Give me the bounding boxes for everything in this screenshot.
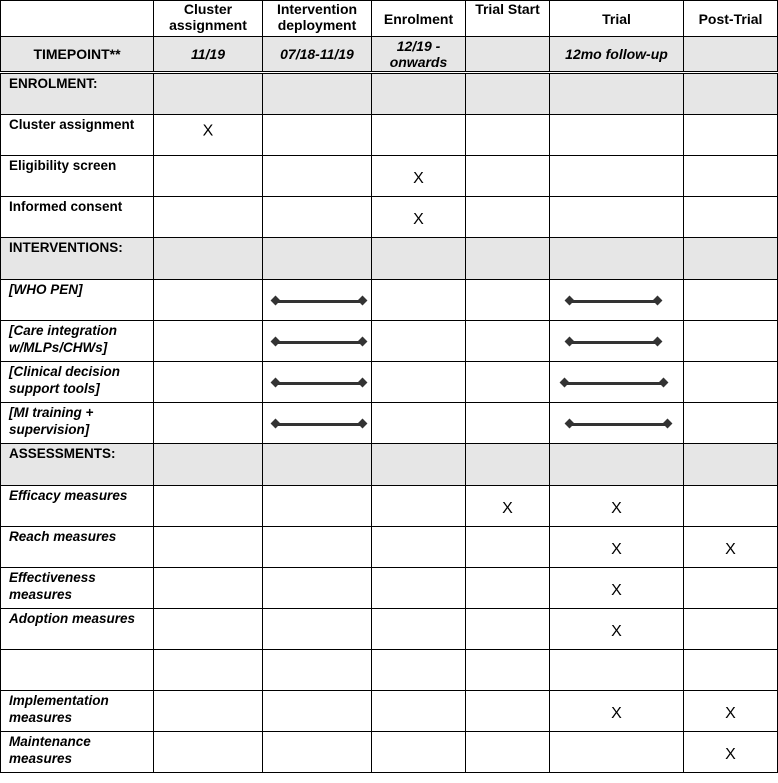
row-label-maintenance: Maintenance measures <box>1 732 154 773</box>
mark-cell: X <box>684 691 778 732</box>
timepoint-cluster: 11/19 <box>154 37 263 73</box>
row-label-care-integration: [Care integration w/MLPs/CHWs] <box>1 321 154 362</box>
timepoint-row <box>1 37 778 73</box>
section-enrolment-label: ENROLMENT: <box>1 73 154 115</box>
row-label-adoption: Adoption measures <box>1 609 154 650</box>
table-row <box>1 486 778 527</box>
mark-cell: X <box>550 486 684 527</box>
mark-cell: X <box>684 732 778 773</box>
table-row <box>1 280 778 321</box>
timepoint-intervention: 07/18-11/19 <box>263 37 372 73</box>
section-assessments-row <box>1 444 778 486</box>
table-row <box>1 362 778 403</box>
mark-cell: X <box>372 197 466 238</box>
table-row <box>1 732 778 773</box>
timeline-cell <box>263 403 372 444</box>
row-label-efficacy: Efficacy measures <box>1 486 154 527</box>
header-intervention-deployment: Intervention deployment <box>263 1 372 37</box>
table-row <box>1 568 778 609</box>
timeline-bar <box>275 382 363 385</box>
header-cluster-assignment: Cluster assignment <box>154 1 263 37</box>
row-label-informed-consent: Informed consent <box>1 197 154 238</box>
row-label-effectiveness: Effectiveness measures <box>1 568 154 609</box>
row-label-reach: Reach measures <box>1 527 154 568</box>
header-trial: Trial <box>550 1 684 37</box>
table-row <box>1 527 778 568</box>
timeline-cell <box>550 321 684 362</box>
row-label-clinical-decision: [Clinical decision support tools] <box>1 362 154 403</box>
row-label-mi-training: [MI training + supervision] <box>1 403 154 444</box>
table-row <box>1 403 778 444</box>
timeline-cell <box>263 362 372 403</box>
mark-cell: X <box>550 568 684 609</box>
table-row <box>1 691 778 732</box>
mark-cell: X <box>550 609 684 650</box>
table-row <box>1 197 778 238</box>
timepoint-enrolment: 12/19 - onwards <box>372 37 466 73</box>
header-blank <box>1 1 154 37</box>
section-assessments-label: ASSESSMENTS: <box>1 444 154 486</box>
timeline-bar <box>275 423 363 426</box>
mark-cell: X <box>466 486 550 527</box>
table-row <box>1 115 778 156</box>
header-post-trial: Post-Trial <box>684 1 778 37</box>
timeline-cell <box>550 362 684 403</box>
section-enrolment-row <box>1 73 778 115</box>
table-row <box>1 156 778 197</box>
row-label-cluster-assignment: Cluster assignment <box>1 115 154 156</box>
timepoint-trial: 12mo follow-up <box>550 37 684 73</box>
timeline-cell <box>263 321 372 362</box>
row-label-implementation: Implementation measures <box>1 691 154 732</box>
timeline-cell <box>550 280 684 321</box>
section-interventions-row <box>1 238 778 280</box>
timepoint-trial-start <box>466 37 550 73</box>
timeline-cell <box>263 280 372 321</box>
timeline-bar <box>275 341 363 344</box>
table-row-empty <box>1 650 778 691</box>
timeline-bar <box>275 300 363 303</box>
mark-cell: X <box>550 527 684 568</box>
timeline-cell <box>550 403 684 444</box>
section-interventions-label: INTERVENTIONS: <box>1 238 154 280</box>
mark-cell: X <box>154 115 263 156</box>
timeline-bar <box>569 423 668 426</box>
row-label-who-pen: [WHO PEN] <box>1 280 154 321</box>
timepoint-label: TIMEPOINT** <box>1 37 154 73</box>
header-row <box>1 1 778 37</box>
mark-cell: X <box>372 156 466 197</box>
timeline-bar <box>564 382 664 385</box>
header-trial-start: Trial Start <box>466 1 550 37</box>
header-enrolment: Enrolment <box>372 1 466 37</box>
timeline-bar <box>569 300 658 303</box>
row-label-eligibility-screen: Eligibility screen <box>1 156 154 197</box>
mark-cell: X <box>550 691 684 732</box>
timepoint-post-trial <box>684 37 778 73</box>
timeline-bar <box>569 341 658 344</box>
mark-cell: X <box>684 527 778 568</box>
table-row <box>1 321 778 362</box>
table-row <box>1 609 778 650</box>
